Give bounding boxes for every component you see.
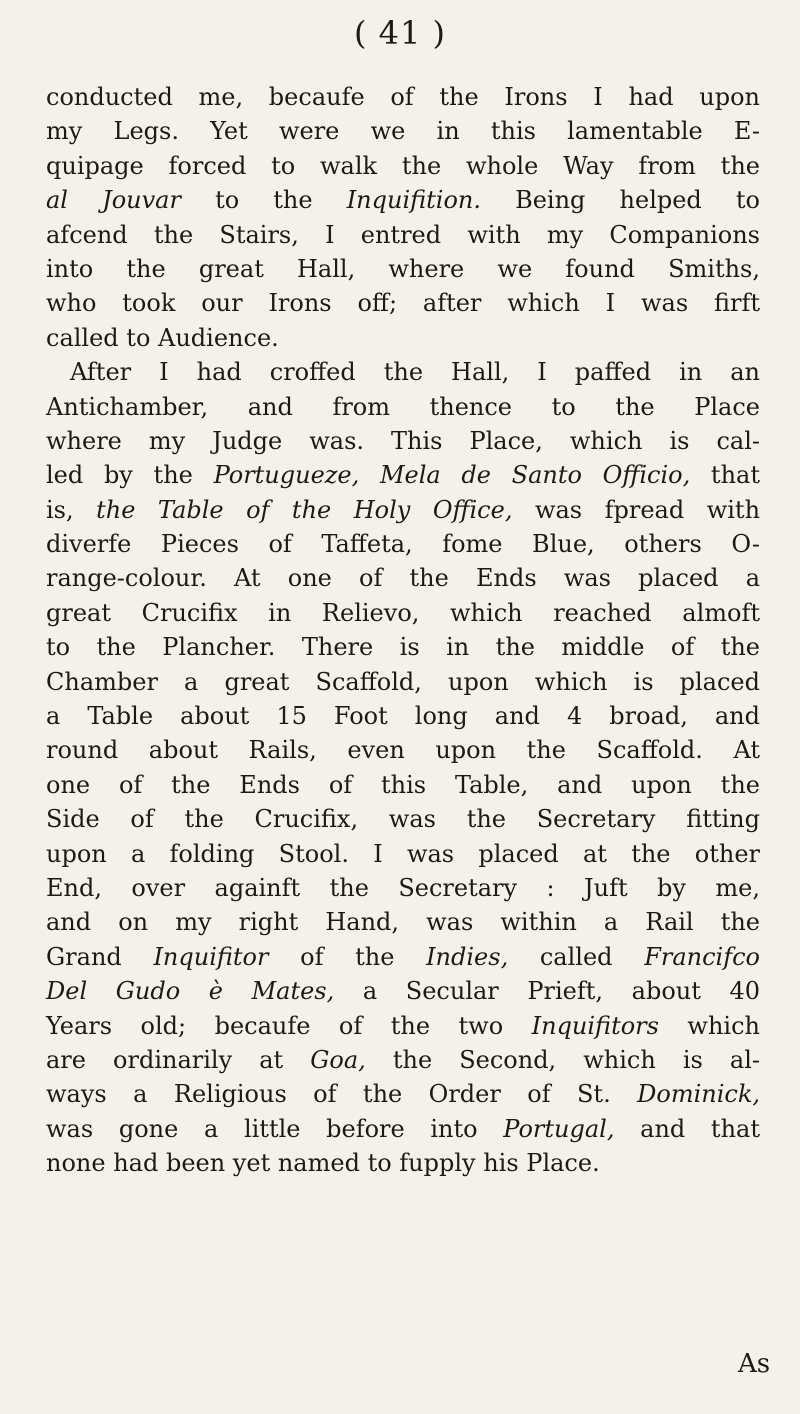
text-segment: Being helped to [480,186,760,215]
text-segment: Chamber a great Scaffold, upon which is placed [46,667,760,696]
text-line [46,424,760,458]
text-line [46,390,760,424]
text-segment: After I had croffed the Hall, I paffed in an [70,358,760,387]
text-segment: upon a folding Stool. I was placed at the other [46,839,760,868]
italic-text: Inquifitors [531,1011,659,1040]
text-segment: led by the [46,461,214,490]
text-line [46,321,760,355]
text-line [46,733,760,767]
text-segment: which [658,1011,761,1040]
text-segment: range-colour. At one of the Ends was placed a [46,564,760,593]
catchword: As [738,1349,771,1379]
italic-text: Del Gudo è Mates, [46,977,335,1006]
text-segment: diverfe Pieces of Taffeta, fome Blue, others O- [46,530,760,559]
text-line [46,802,760,836]
text-segment: none had been yet named to fupply his Place. [46,1149,600,1178]
body-text [46,80,760,1181]
text-segment: and on my right Hand, was within a Rail the [46,908,760,937]
text-segment: was gone a little before into [46,1114,504,1143]
italic-text: the Table of the Holy Office, [96,495,513,524]
text-line [46,871,760,905]
italic-text: Indies, [426,942,509,971]
text-segment: great Crucifix in Relievo, which reached almoft [46,598,760,627]
text-line [46,905,760,939]
text-line [46,1077,760,1111]
text-line [46,183,760,217]
text-line [46,80,760,114]
text-line [46,493,760,527]
text-segment: are ordinarily at [46,1045,311,1074]
text-segment: conducted me, becaufe of the Irons I had upon [46,83,760,111]
text-segment: that [690,461,760,490]
text-line [46,114,760,148]
text-segment: called [508,942,645,971]
text-line [46,837,760,871]
text-segment: round about Rails, even upon the Scaffold. At [46,736,760,765]
text-line [46,286,760,320]
text-line [46,458,760,492]
text-line [46,768,760,802]
italic-text: Portugal, [503,1114,615,1143]
text-segment: ways a Religious of the Order of St. [46,1080,638,1109]
text-segment: afcend the Stairs, I entred with my Companions [46,220,760,249]
text-segment: Grand [46,942,154,971]
text-segment: called to Audience. [46,323,279,352]
page-number: ( 41 ) [353,14,447,52]
text-line [46,1009,760,1043]
text-line [46,1043,760,1077]
italic-text: Dominick, [637,1080,760,1109]
text-line [46,630,760,664]
text-segment: and that [614,1114,760,1143]
text-segment: a Table about 15 Foot long and 4 broad, and [46,702,760,731]
text-line [46,974,760,1008]
text-segment: Antichamber, and from thence to the Place [46,392,760,421]
text-line [46,940,760,974]
text-segment: Side of the Crucifix, was the Secretary fitting [46,805,760,834]
text-segment: End, over againft the Secretary : Juft by me, [46,873,760,902]
text-segment: is, [46,495,97,524]
text-segment: to the [180,186,347,215]
italic-text: Goa, [310,1045,366,1074]
text-line [46,699,760,733]
text-segment: the Second, which is al- [365,1045,761,1074]
italic-text: Francifco [644,942,760,971]
text-line [46,1112,760,1146]
text-segment: a Secular Prieft, about 40 [334,977,761,1006]
italic-text: Portugueze, Mela de Santo Officio, [213,461,691,490]
text-segment: of the [268,942,427,971]
text-segment: quipage forced to walk the whole Way from the [46,151,760,180]
text-line [46,596,760,630]
text-line [46,149,760,183]
text-segment: to the Plancher. There is in the middle of the [46,633,760,662]
italic-text: Inquifition. [346,186,481,215]
italic-text: Inquifitor [153,942,269,971]
text-line [46,252,760,286]
text-segment: was fpread with [512,495,761,524]
text-line [46,1146,760,1180]
text-segment: my Legs. Yet were we in this lamentable E- [46,117,760,146]
text-line [46,665,760,699]
italic-text: al Jouvar [46,186,181,215]
text-line [46,561,760,595]
text-segment: Years old; becaufe of the two [46,1011,532,1040]
text-segment: where my Judge was. This Place, which is cal- [46,426,760,455]
text-segment: into the great Hall, where we found Smiths, [46,254,760,283]
text-line [46,527,760,561]
text-segment: who took our Irons off; after which I was firft [46,289,760,318]
text-line [46,218,760,252]
text-segment: one of the Ends of this Table, and upon the [46,770,760,799]
text-line [46,355,760,389]
